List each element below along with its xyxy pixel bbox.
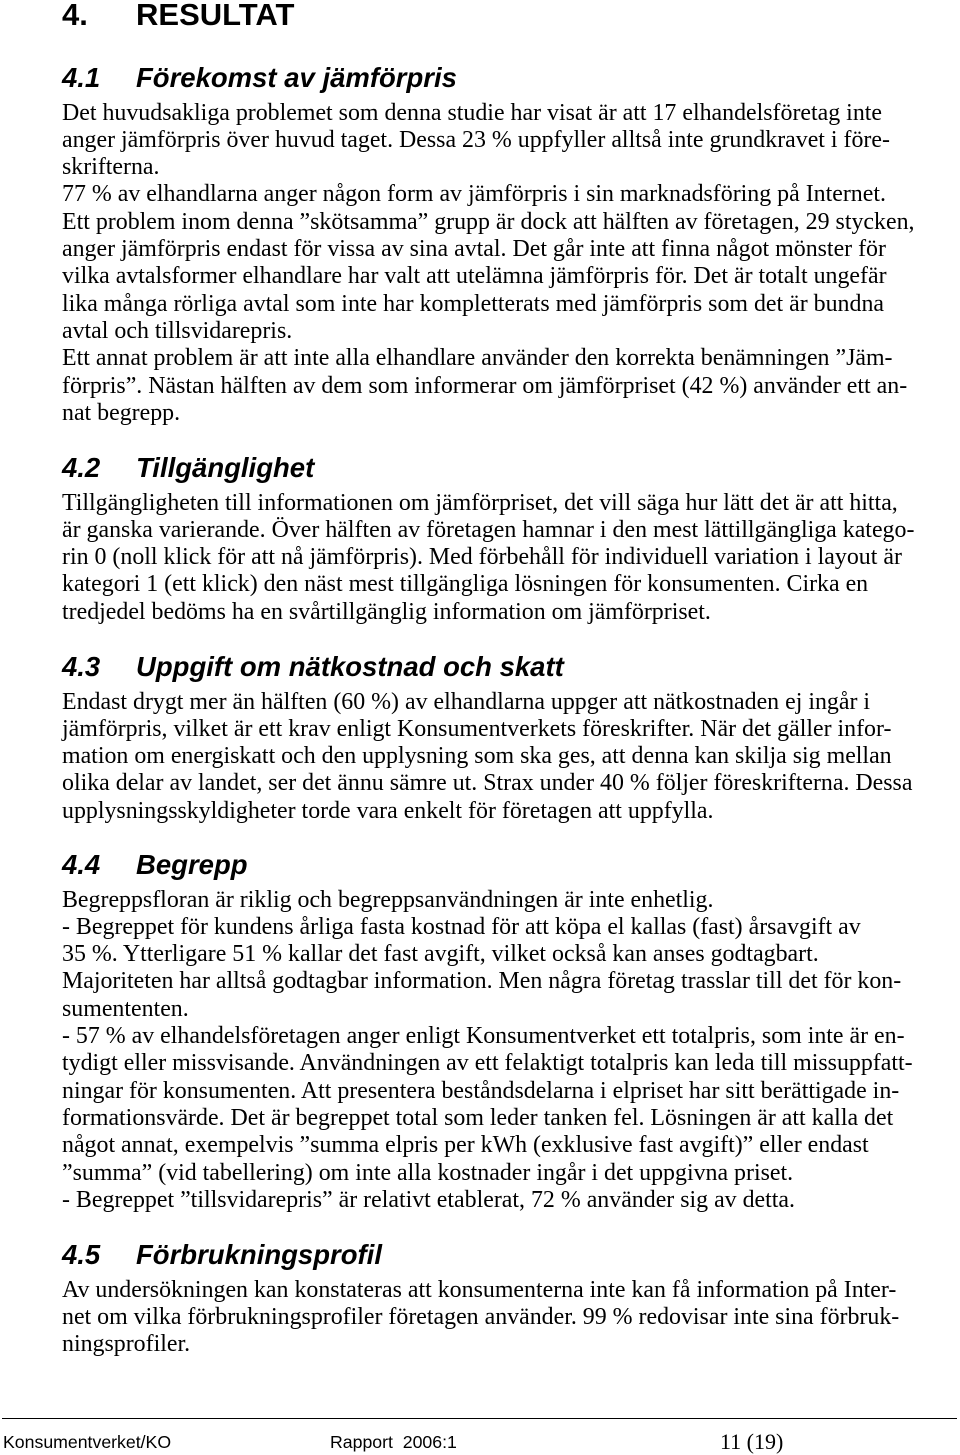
body-text-line: är ganska varierande. Över hälften av företagen hamnar i den mest lättillgängliga katego- [62,516,915,543]
section-title: Begrepp [136,849,248,881]
section-number: 4.4 [62,849,101,881]
body-text-line: sumententen. [62,995,189,1022]
body-text-line: Endast drygt mer än hälften (60 %) av elhandlarna uppger att nätkostnaden ej ingår i [62,688,871,715]
body-text-line: nat begrepp. [62,399,181,426]
body-text-line: tredjedel bedöms ha en svårtillgänglig information om jämförpriset. [62,598,711,625]
section-title: Uppgift om nätkostnad och skatt [136,651,564,683]
body-text-line: lika många rörliga avtal som inte har kompletterats med jämförpris som det är bundna [62,290,884,317]
body-text-line: mation om energiskatt och den upplysning som ska ges, att denna kan skilja sig mellan [62,743,892,770]
body-text-line: rin 0 (noll klick för att nå jämförpris). Med förbehåll för individuell variation i layout är [62,544,902,571]
body-text-line: ningar för konsumenten. Att presentera beståndsdelarna i elpriset har sitt berättigade in- [62,1077,900,1104]
body-text-line: - Begreppet ”tillsvidarepris” är relativt etablerat, 72 % använder sig av detta. [62,1186,796,1213]
body-text-line: ningsprofiler. [62,1331,191,1358]
section-title: Förekomst av jämförpris [136,62,457,94]
body-text-line: olika delar av landet, ser det ännu sämre ut. Strax under 40 % följer föreskrifterna. Dessa [62,770,913,797]
section-body [62,887,958,1215]
section-body [62,689,958,825]
section-body [62,490,958,626]
body-text-line: Av undersökningen kan konstateras att konsumenterna inte kan få information på Inter- [62,1276,897,1303]
chapter-number: 4. [62,0,88,32]
body-text-line: formationsvärde. Det är begreppet total som leder tanken fel. Lösningen är att kalla det [62,1104,894,1131]
body-text-line: förpris”. Nästan hälften av dem som informerar om jämförpriset (42 %) använder ett an- [62,372,908,399]
section-heading [62,451,958,489]
footer-page-number: 11 (19) [720,1429,784,1454]
footer-publisher: Konsumentverket/KO [3,1432,172,1452]
section-number: 4.3 [62,651,101,683]
body-text-line: Tillgängligheten till informationen om jämförpriset, det vill säga hur lätt det är att hitta, [62,489,898,516]
section-heading [62,61,958,99]
body-text-line: net om vilka förbrukningsprofiler företagen använder. 99 % redovisar inte sina förbruk- [62,1303,900,1330]
section-number: 4.1 [62,62,101,94]
chapter-heading [62,0,294,33]
body-text-line: Majoriteten har alltså godtagbar information. Men några företag trasslar till det för kon- [62,968,902,995]
body-text-line: upplysningsskyldigheter torde vara enkelt för företagen att uppfylla. [62,797,714,824]
section-heading [62,848,958,886]
body-text-line: vilka avtalsformer elhandlare har valt att utelämna jämförpris för. Det är totalt ungefär [62,263,887,290]
footer-report-number: Rapport 2006:1 [330,1432,457,1452]
section-4-1 [62,61,958,427]
section-4-4 [62,848,958,1214]
section-number: 4.5 [62,1239,101,1271]
body-text-line: 77 % av elhandlarna anger någon form av jämförpris i sin marknadsföring på Internet. [62,181,886,208]
section-body [62,100,958,428]
body-text-line: anger jämförpris endast för vissa av sina avtal. Det går inte att finna något mönster för [62,236,886,263]
body-text-line: tydigt eller missvisande. Användningen av ett felaktigt totalpris kan leda till missuppfatt- [62,1050,913,1077]
body-text-line: - Begreppet för kundens årliga fasta kostnad för att köpa el kallas (fast) årsavgift av [62,913,861,940]
body-text-line: Det huvudsakliga problemet som denna studie har visat är att 17 elhandelsföretag inte [62,99,883,126]
body-text-line: jämförpris, vilket är ett krav enligt Konsumentverkets föreskrifter. När det gäller infor- [62,715,892,742]
body-text-line: Ett annat problem är att inte alla elhandlare använder den korrekta benämningen ”Jäm- [62,345,893,372]
body-text-line: avtal och tillsvidarepris. [62,317,293,344]
section-title: Tillgänglighet [136,452,315,484]
body-text-line: kategori 1 (ett klick) den näst mest tillgängliga lösningen för konsumenten. Cirka en [62,571,869,598]
section-4-5 [62,1238,958,1358]
section-heading [62,1238,958,1276]
body-text-line: något annat, exempelvis ”summa elpris per kWh (exklusive fast avgift)” eller endast [62,1132,869,1159]
section-4-3 [62,650,958,825]
footer-divider [2,1418,957,1419]
body-text-line: - 57 % av elhandelsföretagen anger enligt Konsumentverket ett totalpris, som inte är en- [62,1023,905,1050]
body-text-line: skrifterna. [62,154,160,181]
body-text-line: ”summa” (vid tabellering) om inte alla kostnader ingår i det uppgivna priset. [62,1159,794,1186]
body-text-line: Ett problem inom denna ”skötsamma” grupp är dock att hälften av företagen, 29 stycken, [62,208,915,235]
section-title: Förbrukningsprofil [136,1239,382,1271]
chapter-title: RESULTAT [136,0,295,32]
section-body [62,1277,958,1359]
body-text-line: anger jämförpris över huvud taget. Dessa 23 % uppfyller alltså inte grundkravet i före- [62,126,890,153]
section-heading [62,650,958,688]
section-4-2 [62,451,958,626]
body-text-line: 35 %. Ytterligare 51 % kallar det fast avgift, vilket också kan anses godtagbart. [62,941,819,968]
body-text-line: Begreppsfloran är riklig och begreppsanvändningen är inte enhetlig. [62,886,714,913]
section-number: 4.2 [62,452,101,484]
